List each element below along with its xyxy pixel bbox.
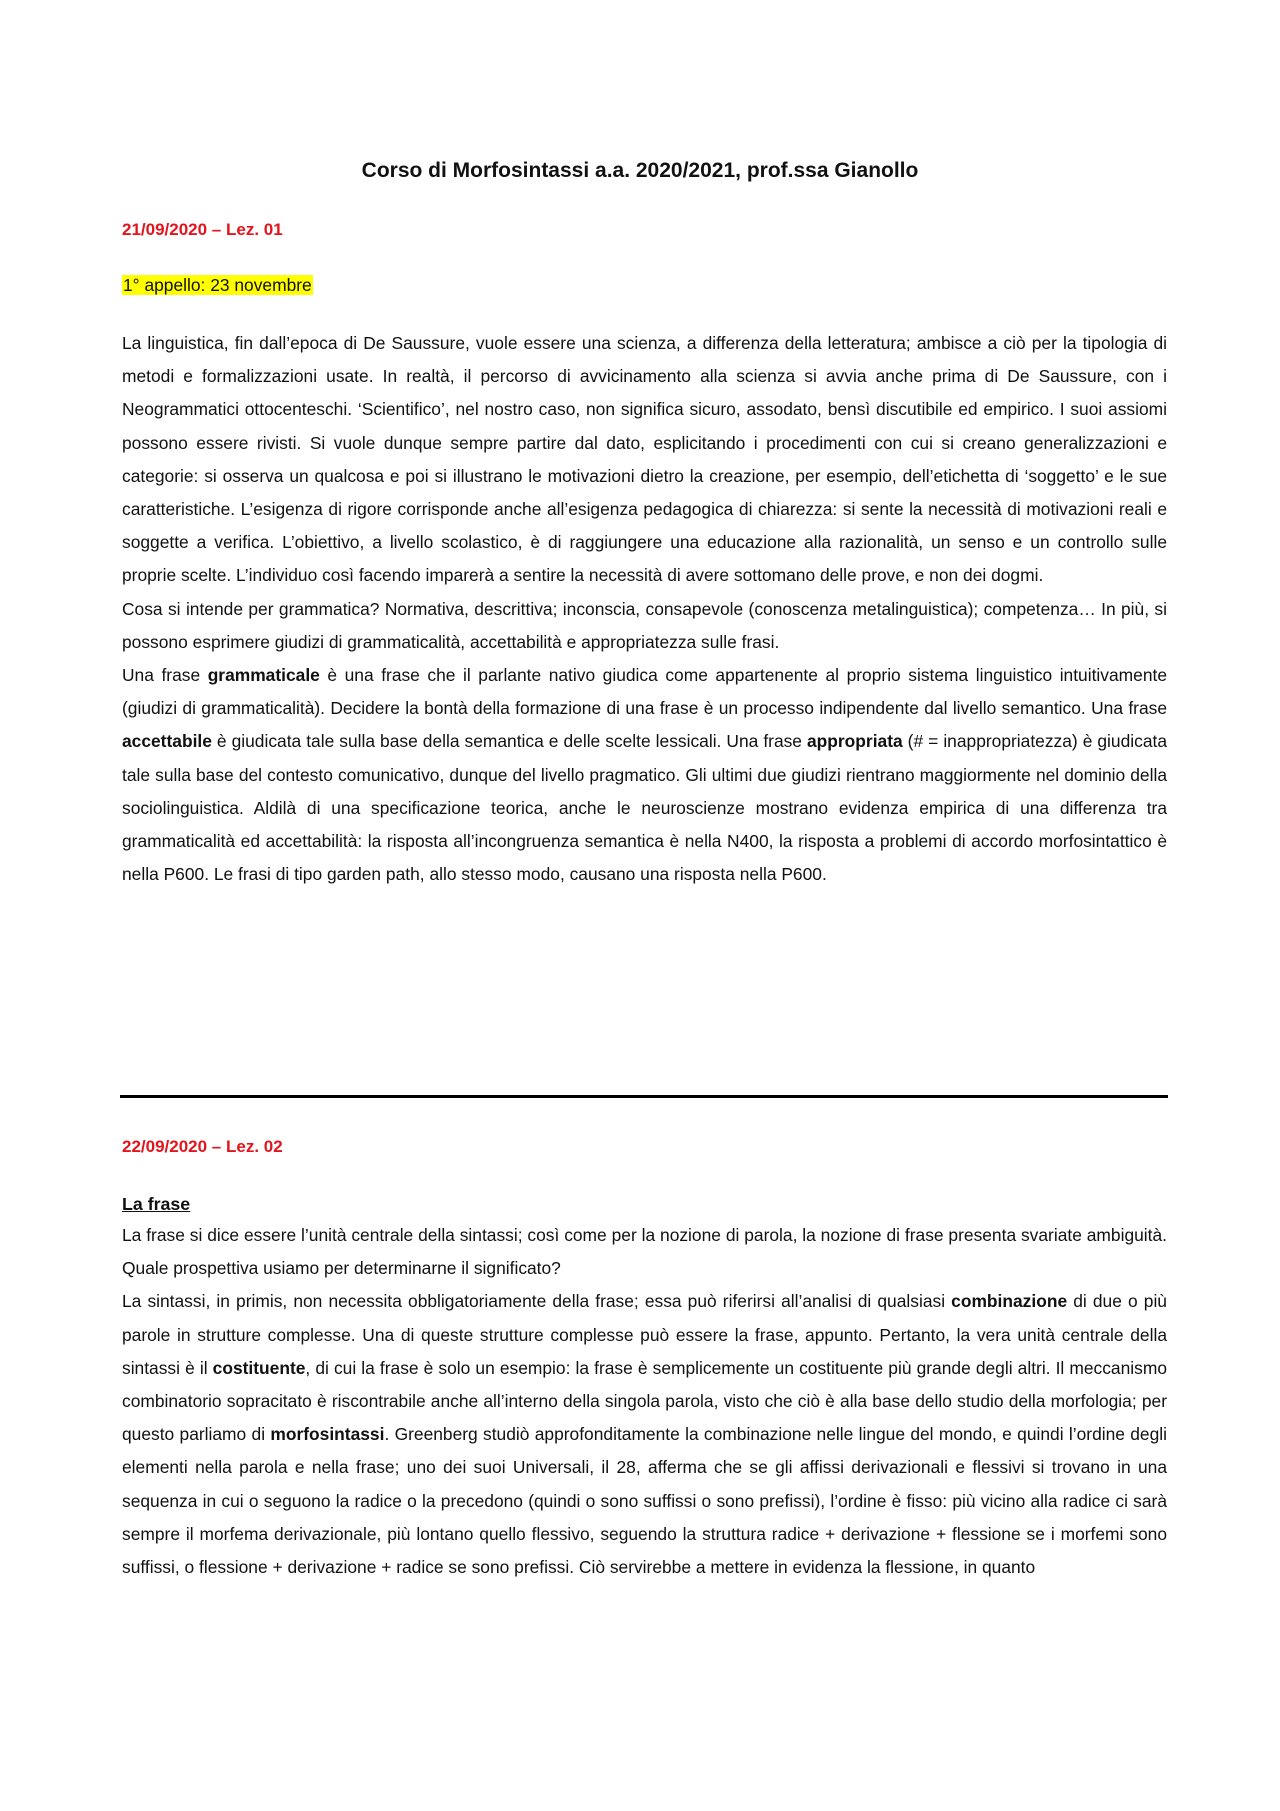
text-run: . Greenberg studiò approfonditamente la combinazione nelle lingue del mondo, e quindi l’ordine degli elementi nella parola e nella frase; uno dei suoi Universali, il 28, afferma che se gli affissi derivazionali e flessivi si trovano in una sequenza in cui o seguono la radice o la precedono (quindi o sono suffissi o sono prefissi), l’ordine è fisso: più vicino alla radice ci sarà sempre il morfema derivazionale, più lontano quello flessivo, seguendo la struttura radice + derivazione + flessione se i morfemi sono suffissi, o flessione + derivazione + radice se sono prefissi. Ciò servirebbe a mettere in evidenza la flessione, in quanto xyxy=(122,1424,1167,1578)
text-run: , di cui la frase è solo un esempio: la frase è semplicemente un costituente più grande degli altri. Il meccanismo combinatorio sopracitato è riscontrabile anche all’interno della singola parola, visto che ciò è alla base dello studio della morfologia; per questo parliamo di xyxy=(122,1357,1167,1445)
lesson-02-paragraph-2 xyxy=(122,1285,1167,1584)
lesson-01-body xyxy=(122,327,1167,891)
exam-date-highlight: 1° appello: 23 novembre xyxy=(123,275,312,295)
term-morfosintassi: morfosintassi xyxy=(270,1424,385,1445)
lesson-02-header: 22/09/2020 – Lez. 02 xyxy=(122,1137,283,1156)
term-accettabile: accettabile xyxy=(122,731,212,752)
lesson-02-body xyxy=(122,1219,1167,1584)
term-combinazione: combinazione xyxy=(951,1291,1068,1312)
text-run: (# = inappropriatezza) è giudicata tale sulla base del contesto comunicativo, dunque del livello pragmatico. Gli ultimi due giudizi rientrano maggiormente nel dominio della sociolinguistica. Aldilà di una specificazione teorica, anche le neuroscienze mostrano evidenza empirica di una differenza tra grammaticalità ed accettabilità: la risposta all’incongruenza semantica è nella N400, la risposta a problemi di accordo morfosintattico è nella P600. Le frasi di tipo garden path, allo stesso modo, causano una risposta nella P600. xyxy=(122,731,1168,885)
lesson-01-paragraph-3 xyxy=(122,659,1167,891)
lesson-01-header: 21/09/2020 – Lez. 01 xyxy=(122,220,283,239)
document-title: Corso di Morfosintassi a.a. 2020/2021, prof.ssa Gianollo xyxy=(361,159,919,182)
section-heading-la-frase: La frase xyxy=(122,1194,191,1214)
lesson-02-paragraph-1: La frase si dice essere l’unità centrale della sintassi; così come per la nozione di parola, la nozione di frase presenta svariate ambiguità. Quale prospettiva usiamo per determinarne il significato? xyxy=(122,1225,1167,1279)
term-grammaticale: grammaticale xyxy=(207,665,320,686)
text-run: di due o più parole in strutture complesse. Una di queste strutture complesse può essere la frase, appunto. Pertanto, la vera unità centrale della sintassi è il xyxy=(122,1291,1167,1378)
lesson-01-paragraph-2: Cosa si intende per grammatica? Normativa, descrittiva; inconscia, consapevole (conoscenza metalinguistica); competenza… In più, si possono esprimere giudizi di grammaticalità, accettabilità e appropriatezza sulle frasi. xyxy=(122,598,1167,652)
term-appropriata: appropriata xyxy=(807,731,903,752)
text-run: è una frase che il parlante nativo giudica come appartenente al proprio sistema linguistico intuitivamente (giudizi di grammaticalità). Decidere la bontà della formazione di una frase è un processo indipendente dal livello semantico. Una frase xyxy=(122,665,1167,719)
text-run: è giudicata tale sulla base della semantica e delle scelte lessicali. Una frase xyxy=(211,731,807,752)
exam-date-note xyxy=(122,272,313,298)
section-divider xyxy=(120,1095,1168,1098)
lesson-01-paragraph-1: La linguistica, fin dall’epoca di De Saussure, vuole essere una scienza, a differenza della letteratura; ambisce a ciò per la tipologia di metodi e formalizzazioni usate. In realtà, il percorso di avvicinamento alla scienza si avvia anche prima di De Saussure, con i Neogrammatici ottocenteschi. ‘Scientifico’, nel nostro caso, non significa sicuro, assodato, bensì discutibile ed empirico. I suoi assiomi possono essere rivisti. Si vuole dunque sempre partire dal dato, esplicitando i procedimenti con cui si creano generalizzazioni e categorie: si osserva un qualcosa e poi si illustrano le motivazioni dietro la creazione, per esempio, dell’etichetta di ‘soggetto’ e le sue caratteristiche. L’esigenza di rigore corrisponde anche all’esigenza pedagogica di chiarezza: si sente la necessità di motivazioni reali e soggette a verifica. L’obiettivo, a livello scolastico, è di raggiungere una educazione alla razionalità, un senso e un controllo sulle proprie scelte. L’individuo così facendo imparerà a sentire la necessità di avere sottomano delle prove, e non dei dogmi. xyxy=(122,333,1167,586)
text-run: La sintassi, in primis, non necessita obbligatoriamente della frase; essa può riferirsi all’analisi di qualsiasi xyxy=(122,1291,952,1312)
term-costituente: costituente xyxy=(212,1357,306,1378)
text-run: Una frase xyxy=(122,665,208,686)
